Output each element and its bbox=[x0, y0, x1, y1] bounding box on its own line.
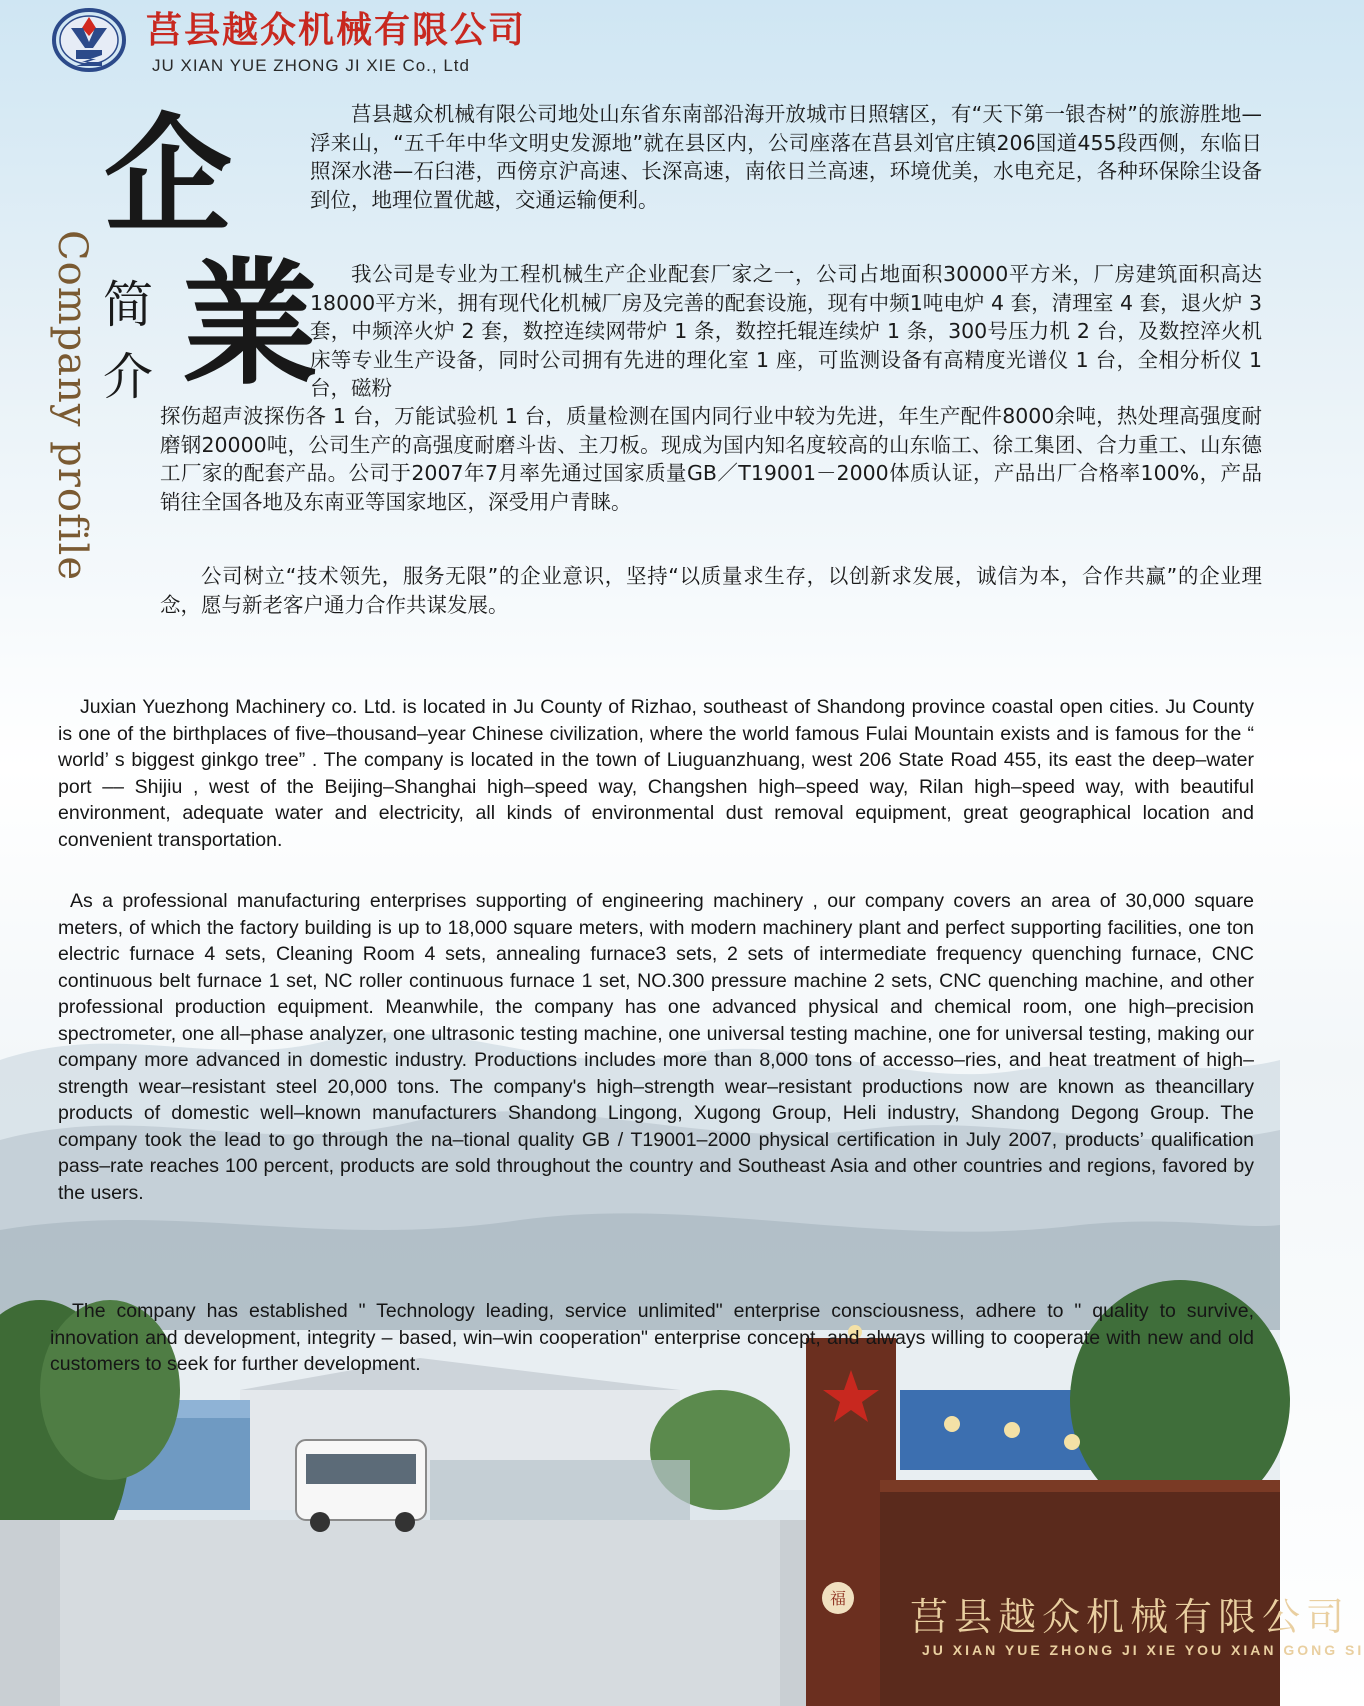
company-name-en: JU XIAN YUE ZHONG JI XIE Co., Ltd bbox=[152, 56, 470, 75]
gate-sign-cn: 莒县越众机械有限公司 bbox=[910, 1595, 1351, 1639]
company-name-cn: 莒县越众机械有限公司 bbox=[146, 9, 527, 51]
subtitle-char-jie: 介 bbox=[103, 348, 153, 406]
gate-sign-en: JU XIAN YUE ZHONG JI XIE YOU XIAN GONG SI bbox=[922, 1642, 1364, 1658]
subtitle-char-jian: 简 bbox=[103, 276, 153, 334]
chinese-paragraph-philosophy: 公司树立“技术领先，服务无限”的企业意识，坚持“以质量求生存，以创新求发展，诚信为本，合作共赢”的企业理念，愿与新老客户通力合作共谋发展。 bbox=[160, 564, 1262, 617]
chinese-paragraph-equipment: 我公司是专业为工程机械生产企业配套厂家之一，公司占地面积30000平方米，厂房建筑面积高达18000平方米，拥有现代化机械厂房及完善的配套设施，现有中频1吨电炉 4 套，清理室 4 套，退火炉 3 套，中频淬火炉 2 套，数控连续网带炉 1 条，数控托辊连续炉 1 条，300号压力机 2 台，及数控淬火机床等专业生产设备，同时公司拥有先进的理化室 1 座，可监测设备有高精度光谱仪 1 台，全相分析仪 1 台，磁粉 bbox=[310, 262, 1262, 400]
chinese-paragraph-equipment-continued: 探伤超声波探伤各 1 台，万能试验机 1 台，质量检测在国内同行业中较为先进，年生产配件8000余吨，热处理高强度耐磨钢20000吨，公司生产的高强度耐磨斗齿、主刀板。现成为国内知名度较高的山东临工、徐工集团、合力重工、山东德工厂家的配套产品。公司于2007年7月率先通过国家质量GB／T19001－2000体质认证，产品出厂合格率100%，产品销往全国各地及东南亚等国家地区，深受用户青睐。 bbox=[160, 404, 1262, 514]
english-paragraph-philosophy: The company has established " Technology leading, service unlimited" enterprise consciousness, adhere to " quality to survive, innovation and development, integrity – based, win–win cooperation" enterprise concept, and always willing to cooperate with new and old customers to seek for further development. bbox=[50, 1300, 1254, 1375]
english-paragraph-equipment: As a professional manufacturing enterprises supporting of engineering machinery , our company covers an area of 30,000 square meters, of which the factory building is up to 18,000 square meters, with modern machinery plant and perfect supporting facilities, one ton electric furnace 4 sets, Cleaning Room 4 sets, annealing furnace3 sets, 2 sets of intermediate frequency quenching furnace, CNC continuous belt furnace 1 set, NC roller continuous furnace 1 set, NO.300 pressure machine 2 sets, CNC quenching machine, and other professional production equipment. Meanwhile, the company has one advanced physical and chemical room, one high–precision spectrometer, one all–phase analyzer, one ultrasonic testing machine, one universal testing machine, one for universal testing, making our company more advanced in domestic industry. Productions includes more than 8,000 tons of accesso–ries, and heat treatment of high–strength wear–resistant steel 20,000 tons. The company's high–strength wear–resistant productions now are known as theancillary products of domestic well–known manufacturers Shandong Lingong, Xugong Group, Heli industry, Shandong Degong Group. The company took the lead to go through the na–tional quality GB / T19001–2000 physical certification in July 2007, products’ qualification pass–rate reaches 100 percent, products are sold throughout the country and Southeast Asia and other countries and regions, favored by the users. bbox=[58, 890, 1254, 1204]
door-emblem-char: 福 bbox=[829, 1589, 847, 1608]
company-profile-vertical-title: Company profile bbox=[49, 230, 95, 582]
company-logo bbox=[52, 8, 126, 72]
chinese-paragraph-location: 莒县越众机械有限公司地处山东省东南部沿海开放城市日照辖区，有“天下第一银杏树”的旅游胜地—浮来山，“五千年中华文明史发源地”就在县区内，公司座落在莒县刘官庄镇206国道455段西侧，东临日照深水港—石臼港，西傍京沪高速、长深高速，南依日兰高速，环境优美，水电充足，各种环保除尘设备到位，地理位置优越，交通运输便利。 bbox=[310, 102, 1262, 212]
title-char-qi: 企 bbox=[104, 101, 233, 251]
english-paragraph-location: Juxian Yuezhong Machinery co. Ltd. is located in Ju County of Rizhao, southeast of Shandong province coastal open cities. Ju County is one of the birthplaces of five–thousand–year Chinese civilization, where the world famous Fulai Mountain exists and is famous for the “ world’ s biggest ginkgo tree” . The company is located in the town of Liuguanzhuang, west 206 State Road 455, its east the deep–water port –– Shijiu , west of the Beijing–Shanghai high–speed way, Changshen high–speed way, Rilan high–speed way, with beautiful environment, adequate water and electricity, all kinds of environmental dust removal equipment, great geographical location and convenient transportation. bbox=[58, 696, 1254, 851]
title-char-ye: 業 bbox=[182, 244, 318, 404]
